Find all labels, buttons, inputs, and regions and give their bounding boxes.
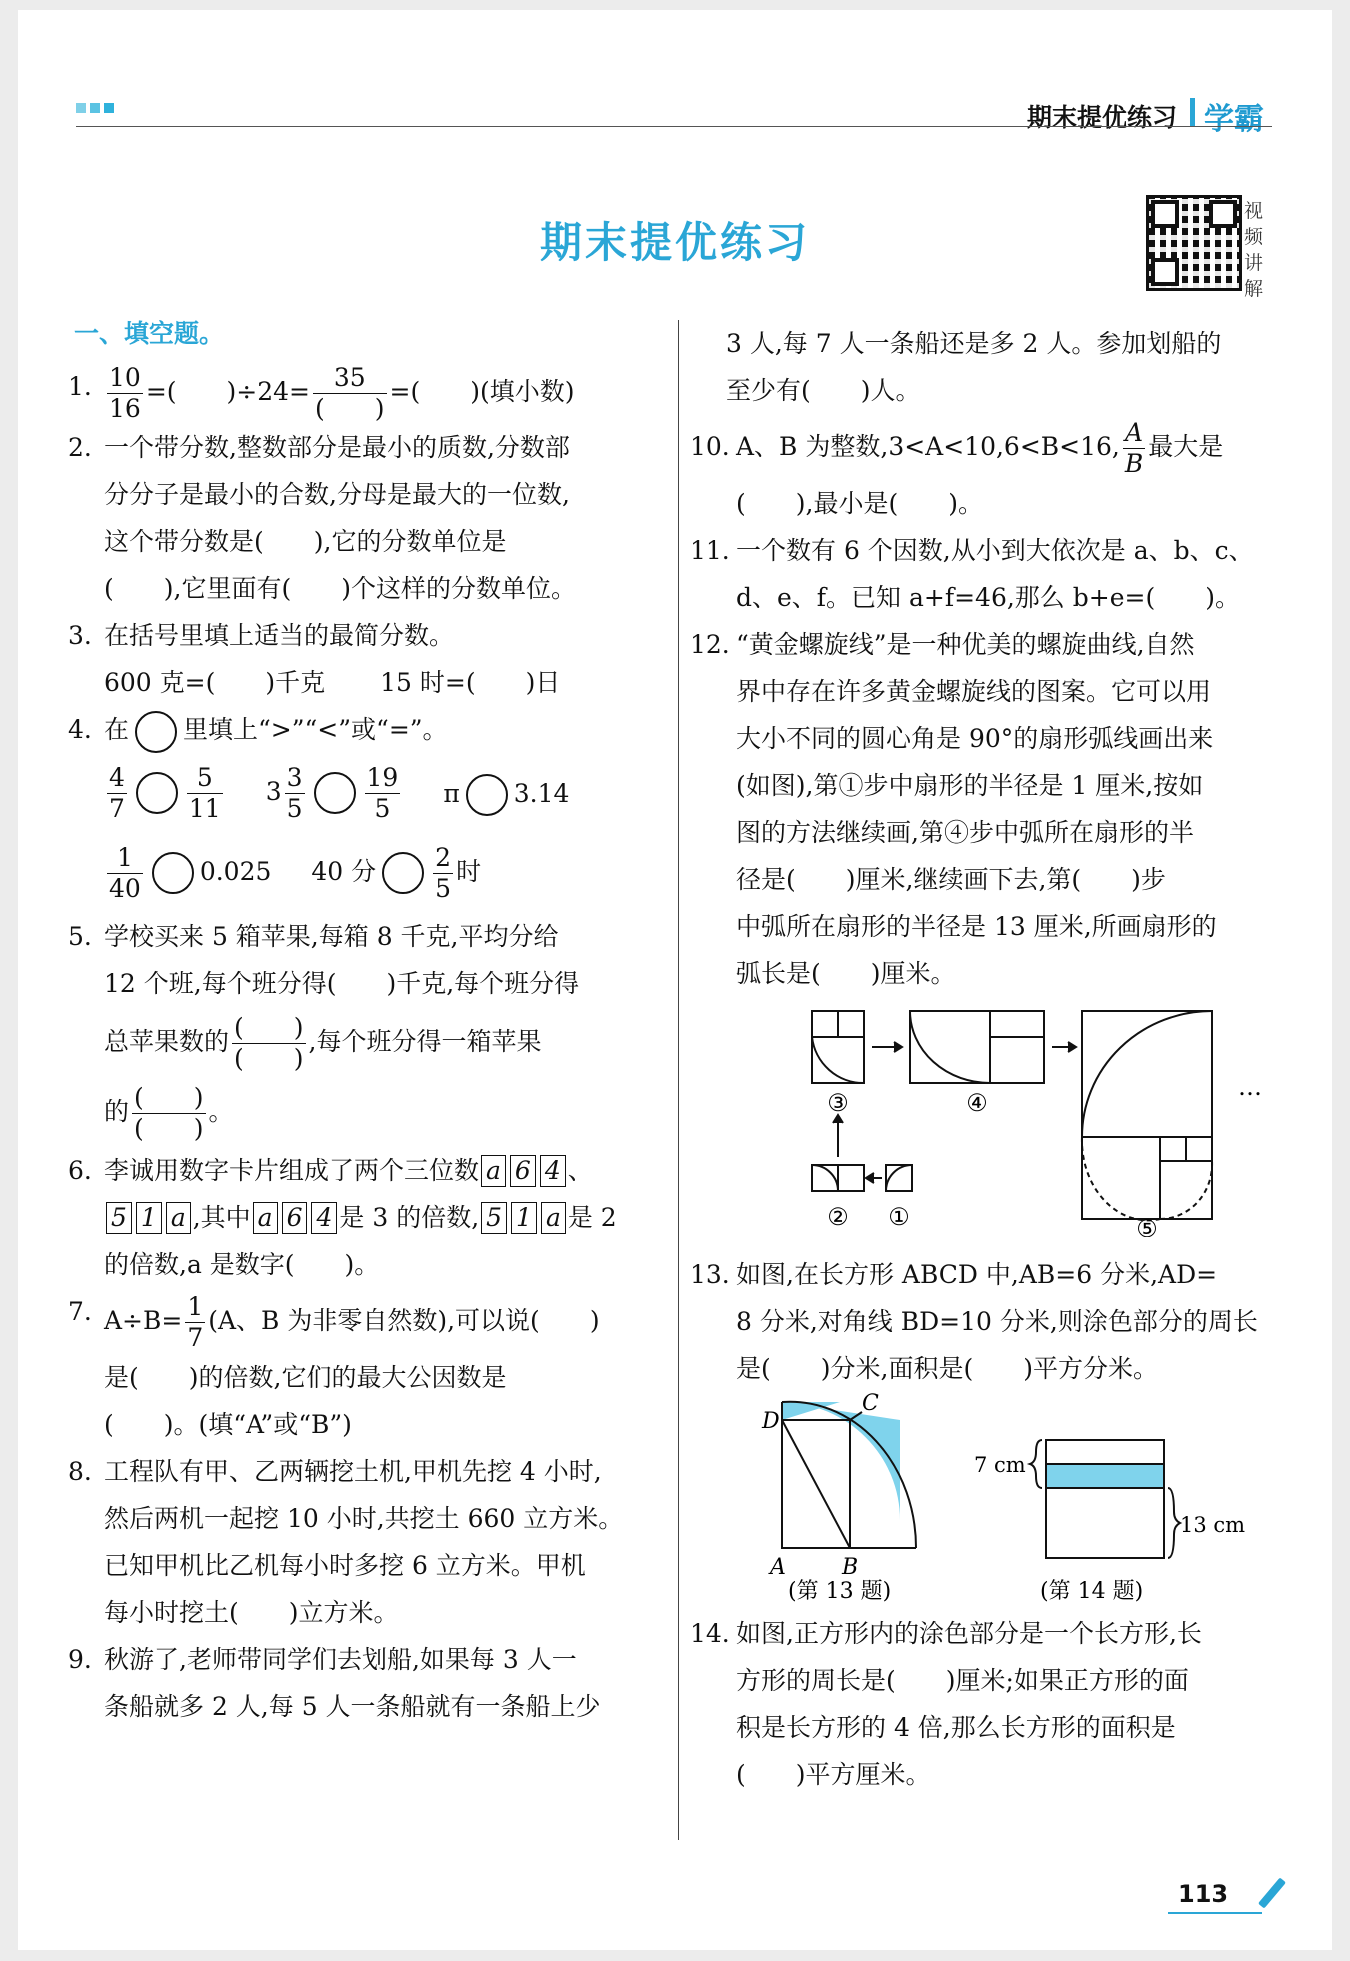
q5-line: 的: [104, 1097, 130, 1126]
q12-line: (如图),第①步中扇形的半径是 1 厘米,按如: [736, 771, 1204, 800]
fraction: $\frac{35}{( )}$: [314, 363, 385, 423]
q4-row-2: [104, 833, 668, 913]
question-number: 5.: [68, 922, 92, 951]
q8-line: 已知甲机比乙机每小时多挖 6 立方米。甲机: [104, 1551, 586, 1580]
q5-end: 。: [208, 1097, 234, 1126]
blank-fraction[interactable]: $\frac{( )}{( )}$: [234, 1013, 304, 1073]
q5-line: ,每个班分得一箱苹果: [308, 1027, 542, 1056]
fraction: $\frac{4}{7}$: [109, 762, 125, 823]
question-6: [68, 1147, 668, 1288]
question-number: 4.: [68, 715, 92, 744]
question-number: 7.: [68, 1297, 92, 1326]
whole-part: 3: [265, 776, 282, 806]
digit-card: a: [166, 1202, 191, 1234]
page: [18, 10, 1332, 1950]
q7-text: (A、B 为非零自然数),可以说( ): [208, 1306, 600, 1335]
q1-tail: =( )(填小数): [389, 377, 575, 406]
q12-line: 界中存在许多黄金螺旋线的图案。它可以用: [736, 677, 1212, 706]
question-number: 10.: [690, 432, 730, 461]
digit-card: 4: [540, 1155, 566, 1187]
value: 40 分: [311, 856, 377, 886]
question-1: [68, 363, 668, 424]
pi-symbol: π: [443, 778, 460, 808]
question-number: 1.: [68, 372, 92, 401]
question-13: [690, 1251, 1290, 1392]
q8-line: 然后两机一起挖 10 小时,共挖土 660 立方米。: [104, 1504, 624, 1533]
q12-line: 弧长是( )厘米。: [736, 959, 956, 988]
digit-card: 1: [136, 1202, 162, 1234]
digit-card: 6: [510, 1155, 536, 1187]
unit: 时: [456, 856, 482, 886]
q8-line: 每小时挖土( )立方米。: [104, 1598, 399, 1627]
q11-line: d、e、f。已知 a+f=46,那么 b+e=( )。: [736, 583, 1240, 612]
blank-fraction[interactable]: $\frac{( )}{( )}$: [134, 1083, 204, 1143]
q4-row-1: [104, 753, 668, 833]
fraction: $\frac{3}{5}$: [286, 762, 303, 823]
q5-line: 学校买来 5 箱苹果,每箱 8 千克,平均分给: [104, 922, 559, 951]
continuation-dots: …: [1238, 1073, 1262, 1101]
dim-7cm: 7 cm: [974, 1453, 1026, 1477]
digit-card: a: [541, 1202, 566, 1234]
question-number: 9.: [68, 1645, 92, 1674]
q14-line: 积是长方形的 4 倍,那么长方形的面积是: [736, 1713, 1176, 1742]
fraction: $\frac{5}{11}$: [188, 762, 221, 823]
question-number: 12.: [690, 630, 730, 659]
question-number: 8.: [68, 1457, 92, 1486]
fraction: $\frac{19}{5}$: [366, 762, 399, 823]
q14-line: ( )平方厘米。: [736, 1760, 931, 1789]
figure-14-caption: (第 14 题): [1040, 1579, 1144, 1602]
value: 0.025: [199, 856, 272, 886]
question-10: [690, 414, 1290, 527]
q10-text: A、B 为整数,3<A<10,6<B<16,: [736, 432, 1120, 461]
page-title: 期末提优练习: [539, 218, 810, 267]
q3-line: 在括号里填上适当的最简分数。: [104, 621, 455, 650]
q9-line: 条船就多 2 人,每 5 人一条船就有一条船上少: [104, 1692, 601, 1721]
header-decoration: [76, 98, 118, 117]
page-number: 113: [1178, 1880, 1229, 1908]
golden-spiral-figure: [690, 997, 1290, 1237]
question-8: [68, 1448, 668, 1636]
header-title: 期末提优练习: [1026, 103, 1177, 132]
q9-cont-line: 至少有( )人。: [726, 376, 921, 405]
fraction: $\frac{1}{40}$: [109, 842, 141, 903]
q12-line: 大小不同的圆心角是 90°的扇形弧线画出来: [736, 724, 1214, 753]
q5-line: 12 个班,每个班分得( )千克,每个班分得: [104, 969, 580, 998]
question-2: [68, 424, 668, 612]
digit-card: 5: [481, 1202, 507, 1234]
figure-13-caption: (第 13 题): [788, 1579, 892, 1602]
question-12: [690, 621, 1290, 997]
question-number: 6.: [68, 1156, 92, 1185]
pencil-icon: [1258, 1877, 1286, 1908]
q11-line: 一个数有 6 个因数,从小到大依次是 a、b、c、: [736, 536, 1254, 565]
digit-card: 6: [282, 1202, 308, 1234]
qr-caption: 视频讲解: [1244, 200, 1264, 300]
q6-text: ,其中: [192, 1203, 251, 1232]
question-11: [690, 527, 1290, 621]
compare-circle-icon[interactable]: [382, 852, 424, 894]
step-5-label: ⑤: [1136, 1215, 1158, 1237]
question-number: 11.: [690, 536, 730, 565]
dim-13cm: 13 cm: [1180, 1513, 1246, 1537]
section-title: 一、填空题。: [74, 319, 225, 348]
right-column: [690, 320, 1290, 1798]
q12-line: 图的方法继续画,第④步中弧所在扇形的半: [736, 818, 1194, 847]
left-column: [68, 310, 668, 1730]
step-1-label: ①: [888, 1203, 910, 1231]
q4-pre: 在: [104, 715, 130, 744]
question-number: 13.: [690, 1260, 730, 1289]
q6-sep: 、: [567, 1156, 593, 1185]
digit-card: a: [253, 1202, 278, 1234]
question-5: [68, 913, 668, 1147]
header-divider: [1190, 98, 1195, 126]
q6-line: 的倍数,a 是数字( )。: [104, 1250, 380, 1279]
figures-13-14: [690, 1392, 1290, 1602]
q2-line: ( ),它里面有( )个这样的分数单位。: [104, 574, 576, 603]
question-9: [68, 1636, 668, 1730]
q13-line: 如图,在长方形 ABCD 中,AB=6 分米,AD=: [736, 1260, 1218, 1289]
q3-item-b: 15 时=( )日: [380, 668, 561, 697]
fraction: $\frac{A}{B}$: [1124, 418, 1144, 478]
q6-text: 李诚用数字卡片组成了两个三位数: [104, 1156, 480, 1185]
step-4-label: ④: [966, 1089, 988, 1117]
question-number: 3.: [68, 621, 92, 650]
step-3-label: ③: [827, 1089, 849, 1117]
point-C: C: [862, 1392, 879, 1416]
question-3: [68, 612, 668, 706]
q2-line: 这个带分数是( ),它的分数单位是: [104, 527, 507, 556]
q13-line: 8 分米,对角线 BD=10 分米,则涂色部分的周长: [736, 1307, 1258, 1336]
q7-text: A÷B=: [104, 1306, 183, 1335]
q12-line: 中弧所在扇形的半径是 13 厘米,所画扇形的: [736, 912, 1217, 941]
digit-card: 5: [106, 1202, 132, 1234]
fraction: $\frac{10}{16}$: [109, 363, 141, 423]
compare-circle-icon[interactable]: [152, 852, 194, 894]
q8-line: 工程队有甲、乙两辆挖土机,甲机先挖 4 小时,: [104, 1457, 602, 1486]
q2-line: 分分子是最小的合数,分母是最大的一位数,: [104, 480, 570, 509]
page-number-rule: [1168, 1912, 1262, 1914]
compare-circle-icon: [135, 711, 177, 753]
q7-line: 是( )的倍数,它们的最大公因数是: [104, 1363, 507, 1392]
q12-line: 径是( )厘米,继续画下去,第( )步: [736, 865, 1166, 894]
q10-line: ( ),最小是( )。: [736, 489, 983, 518]
digit-card: 4: [311, 1202, 337, 1234]
q12-line: “黄金螺旋线”是一种优美的螺旋曲线,自然: [736, 630, 1195, 659]
question-number: 2.: [68, 433, 92, 462]
header-brand-logo: 学霸: [1204, 102, 1264, 137]
q5-line: 总苹果数的: [104, 1027, 230, 1056]
q3-item-a: 600 克=( )千克: [104, 668, 326, 697]
fraction: $\frac{2}{5}$: [435, 842, 452, 903]
qr-code-icon[interactable]: [1146, 195, 1242, 291]
q13-line: 是( )分米,面积是( )平方分米。: [736, 1354, 1158, 1383]
column-divider: [678, 320, 679, 1840]
q14-line: 方形的周长是( )厘米;如果正方形的面: [736, 1666, 1189, 1695]
fraction: $\frac{1}{7}$: [187, 1292, 204, 1352]
q9-line: 秋游了,老师带同学们去划船,如果每 3 人一: [104, 1645, 577, 1674]
compare-circle-icon[interactable]: [466, 774, 508, 816]
q1-text: =( )÷24=: [145, 377, 310, 406]
compare-circle-icon[interactable]: [136, 772, 178, 814]
q10-text: 最大是: [1148, 432, 1224, 461]
q14-line: 如图,正方形内的涂色部分是一个长方形,长: [736, 1619, 1202, 1648]
point-B: B: [842, 1555, 859, 1580]
compare-circle-icon[interactable]: [314, 772, 356, 814]
q2-line: 一个带分数,整数部分是最小的质数,分数部: [104, 433, 570, 462]
q4-post: 里填上“>”“<”或“=”。: [183, 715, 448, 744]
q9-cont-line: 3 人,每 7 人一条船还是多 2 人。参加划船的: [726, 329, 1222, 358]
question-number: 14.: [690, 1619, 730, 1648]
point-A: A: [770, 1555, 786, 1580]
q6-text: 是 3 的倍数,: [339, 1203, 480, 1232]
header-rule: [76, 126, 1272, 127]
digit-card: a: [481, 1155, 506, 1187]
value: 3.14: [513, 778, 570, 808]
question-4: [68, 706, 668, 913]
step-2-label: ②: [827, 1203, 849, 1231]
point-D: D: [762, 1409, 780, 1434]
question-14: [690, 1610, 1290, 1798]
digit-card: 1: [511, 1202, 537, 1234]
q7-line: ( )。(填“A”或“B”): [104, 1410, 352, 1439]
q6-text: 是 2: [567, 1203, 617, 1232]
question-7: [68, 1288, 668, 1448]
